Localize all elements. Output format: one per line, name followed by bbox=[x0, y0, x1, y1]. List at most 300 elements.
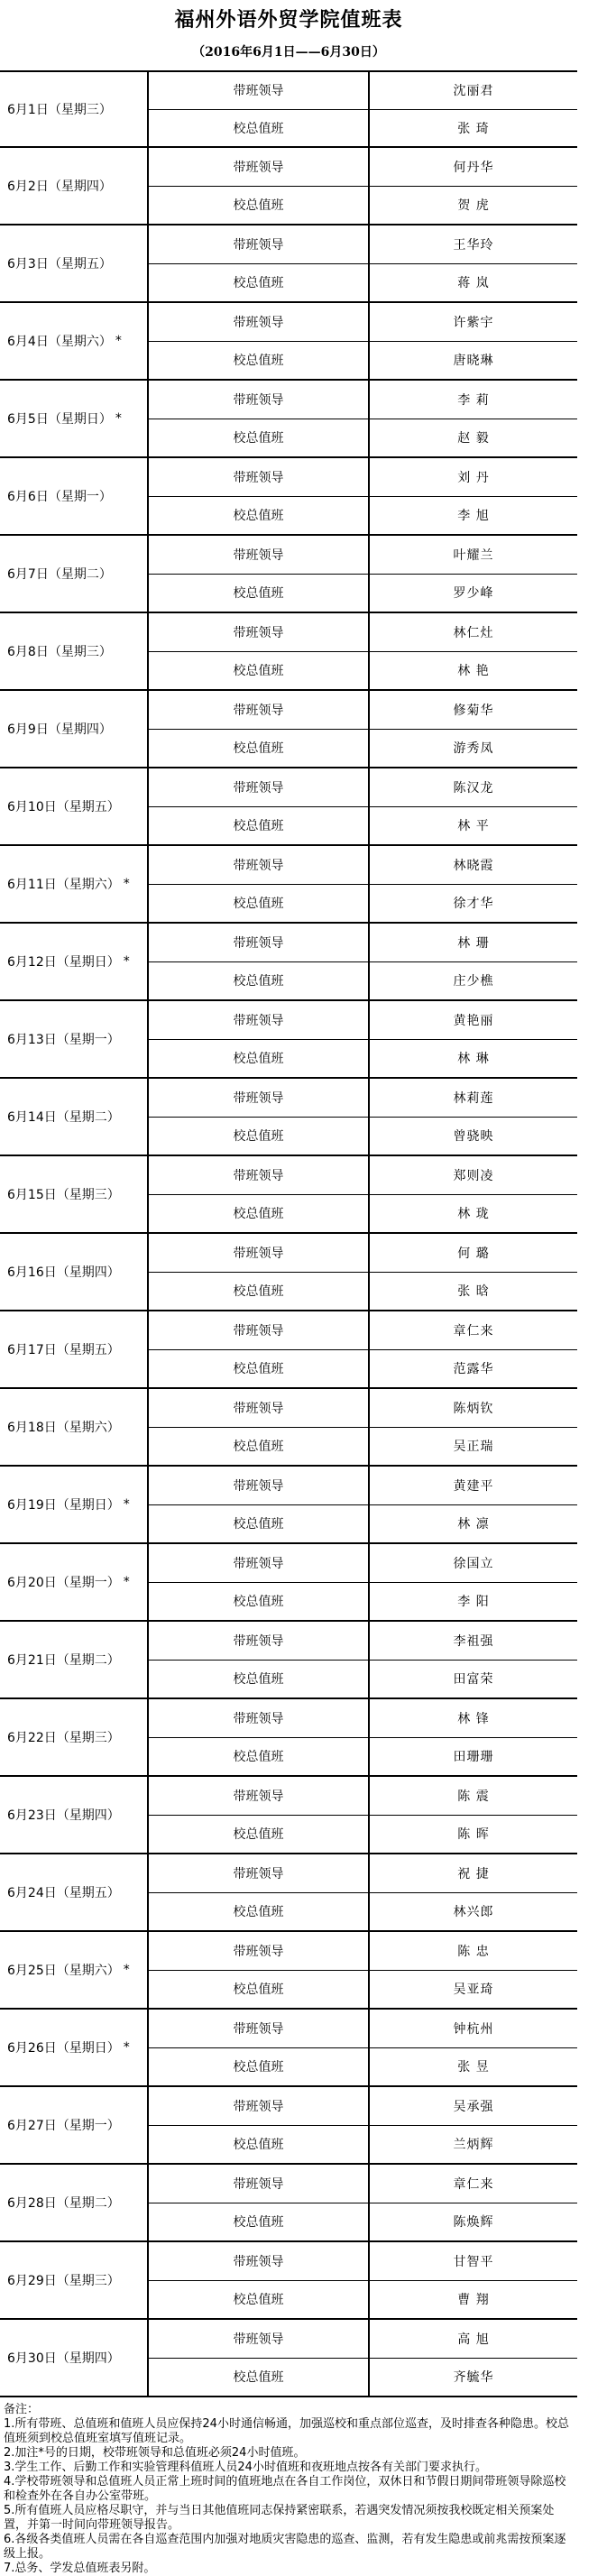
duty-group bbox=[149, 2242, 577, 2318]
duty-row bbox=[149, 1622, 577, 1660]
full-day-duty-marker: * bbox=[123, 1963, 130, 1977]
duty-row bbox=[149, 1504, 577, 1543]
duty-role-cell: 校总值班 bbox=[149, 1661, 370, 1698]
duty-row bbox=[149, 2203, 577, 2241]
date-label: 6月24日（星期五） bbox=[7, 1886, 120, 1900]
duty-person-cell: 修菊华 bbox=[453, 703, 494, 718]
date-cell bbox=[0, 1156, 149, 1232]
day-row bbox=[0, 1932, 577, 2010]
date-cell bbox=[0, 846, 149, 922]
duty-row bbox=[149, 1699, 577, 1737]
date-cell bbox=[0, 924, 149, 999]
day-row bbox=[0, 924, 577, 1001]
duty-group bbox=[149, 1079, 577, 1155]
duty-role-cell: 带班领导 bbox=[149, 2087, 370, 2125]
day-row bbox=[0, 225, 577, 303]
duty-row bbox=[149, 1079, 577, 1117]
duty-person-cell: 林 平 bbox=[457, 819, 490, 834]
duty-person-cell: 林兴郎 bbox=[453, 1905, 494, 1920]
duty-group bbox=[149, 148, 577, 224]
duty-role-cell: 校总值班 bbox=[149, 342, 370, 380]
duty-row bbox=[149, 1467, 577, 1504]
duty-group bbox=[149, 1389, 577, 1465]
duty-role-cell: 校总值班 bbox=[149, 2281, 370, 2319]
duty-role-cell: 带班领导 bbox=[149, 1311, 370, 1349]
day-row bbox=[0, 1544, 577, 1622]
duty-row bbox=[149, 1389, 577, 1427]
duty-role-cell: 校总值班 bbox=[149, 730, 370, 768]
duty-row bbox=[149, 186, 577, 225]
date-cell bbox=[0, 381, 149, 456]
duty-person-cell: 徐才华 bbox=[453, 897, 494, 912]
duty-row bbox=[149, 303, 577, 341]
date-label: 6月14日（星期二） bbox=[7, 1110, 120, 1125]
date-label: 6月28日（星期二） bbox=[7, 2196, 120, 2211]
duty-row bbox=[149, 536, 577, 574]
duty-row bbox=[149, 1272, 577, 1311]
duty-row bbox=[149, 1156, 577, 1194]
date-cell bbox=[0, 1699, 149, 1775]
duty-person-cell: 黄建平 bbox=[453, 1478, 494, 1494]
duty-row bbox=[149, 2047, 577, 2086]
page-title: 福州外语外贸学院值班表 bbox=[174, 8, 403, 32]
date-cell bbox=[0, 1389, 149, 1465]
duty-role-cell: 带班领导 bbox=[149, 768, 370, 806]
day-row bbox=[0, 1777, 577, 1854]
duty-person-cell: 曹 翔 bbox=[457, 2293, 490, 2308]
date-cell bbox=[0, 1932, 149, 2008]
date-label: 6月2日（星期四） bbox=[7, 179, 112, 194]
date-cell bbox=[0, 303, 149, 379]
duty-person-cell: 章仁来 bbox=[453, 2176, 494, 2192]
duty-role-cell: 带班领导 bbox=[149, 1544, 370, 1582]
date-label: 6月12日（星期日） bbox=[7, 955, 120, 970]
note-line-3: 3.学生工作、后勤工作和实验管理科值班人员24小时值班和夜班地点按各有关部门要求执行。 bbox=[4, 2461, 487, 2474]
duty-person-cell: 林晓霞 bbox=[453, 858, 494, 873]
date-label: 6月9日（星期四） bbox=[7, 722, 112, 737]
notes-section bbox=[4, 2403, 574, 2576]
duty-person-cell: 陈 忠 bbox=[457, 1944, 490, 1959]
duty-person-cell: 王华玲 bbox=[453, 237, 494, 253]
date-label: 6月22日（星期三） bbox=[7, 1731, 120, 1745]
duty-row bbox=[149, 2242, 577, 2280]
duty-row bbox=[149, 2320, 577, 2358]
duty-person-cell: 黄艳丽 bbox=[453, 1013, 494, 1028]
day-row bbox=[0, 536, 577, 613]
duty-role-cell: 校总值班 bbox=[149, 652, 370, 690]
duty-group bbox=[149, 1156, 577, 1232]
date-label: 6月25日（星期六） bbox=[7, 1964, 120, 1978]
full-day-duty-marker: * bbox=[123, 1497, 130, 1512]
duty-role-cell: 带班领导 bbox=[149, 1622, 370, 1660]
duty-role-cell: 校总值班 bbox=[149, 2126, 370, 2164]
duty-role-cell: 带班领导 bbox=[149, 691, 370, 729]
duty-row bbox=[149, 458, 577, 496]
date-label: 6月3日（星期五） bbox=[7, 257, 112, 271]
duty-row bbox=[149, 574, 577, 612]
day-row bbox=[0, 148, 577, 225]
duty-role-cell: 校总值班 bbox=[149, 419, 370, 457]
date-label: 6月6日（星期一） bbox=[7, 490, 112, 504]
duty-person-cell: 陈 晖 bbox=[457, 1827, 490, 1843]
note-line-7: 7.总务、学发总值班表另附。 bbox=[4, 2562, 156, 2575]
duty-person-cell: 张 昱 bbox=[457, 2060, 490, 2075]
duty-row bbox=[149, 1854, 577, 1892]
duty-role-cell: 校总值班 bbox=[149, 1816, 370, 1854]
duty-row bbox=[149, 1349, 577, 1388]
duty-person-cell: 范露华 bbox=[453, 1362, 494, 1377]
duty-person-cell: 游秀凤 bbox=[453, 741, 494, 757]
duty-role-cell: 校总值班 bbox=[149, 962, 370, 1000]
duty-person-cell: 庄少樵 bbox=[453, 974, 494, 989]
day-row bbox=[0, 2087, 577, 2165]
duty-row bbox=[149, 806, 577, 845]
duty-person-cell: 徐国立 bbox=[453, 1556, 494, 1571]
duty-person-cell: 祝 捷 bbox=[457, 1866, 490, 1881]
duty-group bbox=[149, 1622, 577, 1697]
duty-row bbox=[149, 2280, 577, 2319]
duty-person-cell: 林 锋 bbox=[457, 1711, 490, 1726]
duty-role-cell: 带班领导 bbox=[149, 1777, 370, 1815]
duty-role-cell: 带班领导 bbox=[149, 1699, 370, 1737]
duty-role-cell: 带班领导 bbox=[149, 924, 370, 961]
duty-person-cell: 林 珊 bbox=[457, 935, 490, 951]
duty-group bbox=[149, 1311, 577, 1387]
duty-group bbox=[149, 846, 577, 922]
duty-group bbox=[149, 2320, 577, 2396]
duty-row bbox=[149, 1737, 577, 1776]
duty-person-cell: 陈炳钦 bbox=[453, 1401, 494, 1416]
date-cell bbox=[0, 458, 149, 534]
duty-row bbox=[149, 1311, 577, 1349]
duty-row bbox=[149, 263, 577, 302]
date-cell bbox=[0, 2320, 149, 2396]
duty-person-cell: 赵 毅 bbox=[457, 431, 490, 446]
duty-person-cell: 齐毓华 bbox=[453, 2370, 494, 2386]
duty-row bbox=[149, 1039, 577, 1078]
date-label: 6月30日（星期四） bbox=[7, 2351, 120, 2366]
duty-role-cell: 校总值班 bbox=[149, 885, 370, 923]
duty-role-cell: 校总值班 bbox=[149, 1738, 370, 1776]
duty-group bbox=[149, 536, 577, 612]
duty-person-cell: 沈丽君 bbox=[453, 84, 494, 99]
date-cell bbox=[0, 691, 149, 767]
duty-group bbox=[149, 691, 577, 767]
duty-role-cell: 校总值班 bbox=[149, 1428, 370, 1466]
duty-group bbox=[149, 1932, 577, 2008]
day-row bbox=[0, 1699, 577, 1777]
duty-role-cell: 带班领导 bbox=[149, 1389, 370, 1427]
duty-role-cell: 校总值班 bbox=[149, 1195, 370, 1233]
duty-role-cell: 带班领导 bbox=[149, 1467, 370, 1504]
duty-role-cell: 校总值班 bbox=[149, 1118, 370, 1155]
duty-role-cell: 带班领导 bbox=[149, 2242, 370, 2280]
duty-role-cell: 校总值班 bbox=[149, 2359, 370, 2397]
day-row bbox=[0, 2165, 577, 2242]
date-label: 6月17日（星期五） bbox=[7, 1343, 120, 1357]
duty-role-cell: 校总值班 bbox=[149, 1505, 370, 1543]
day-row bbox=[0, 303, 577, 381]
day-row bbox=[0, 768, 577, 846]
duty-role-cell: 带班领导 bbox=[149, 1001, 370, 1039]
duty-row bbox=[149, 961, 577, 1000]
duty-role-cell: 带班领导 bbox=[149, 303, 370, 341]
duty-group bbox=[149, 458, 577, 534]
duty-row bbox=[149, 341, 577, 380]
duty-person-cell: 蒋 岚 bbox=[457, 276, 490, 291]
duty-person-cell: 刘 丹 bbox=[457, 470, 490, 485]
duty-role-cell: 校总值班 bbox=[149, 2203, 370, 2241]
date-cell bbox=[0, 1467, 149, 1542]
duty-group bbox=[149, 924, 577, 999]
duty-group bbox=[149, 2087, 577, 2163]
note-line-5: 5.所有值班人员应格尽职守，并与当日其他值班同志保持紧密联系，若遇突发情况须按我校既定相关预案处置，并第一时间向带班领导报告。 bbox=[4, 2504, 555, 2532]
duty-group bbox=[149, 1699, 577, 1775]
duty-row bbox=[149, 2087, 577, 2125]
duty-row bbox=[149, 109, 577, 147]
day-row bbox=[0, 458, 577, 536]
date-label: 6月27日（星期一） bbox=[7, 2119, 120, 2133]
note-line-1: 1.所有带班、总值班和值班人员应保持24小时通信畅通，加强巡校和重点部位巡查，及时排查各种隐患。校总值班须到校总值班室填写值班记录。 bbox=[4, 2417, 569, 2445]
duty-role-cell: 带班领导 bbox=[149, 846, 370, 884]
date-cell bbox=[0, 1079, 149, 1155]
duty-row bbox=[149, 651, 577, 690]
day-row bbox=[0, 1001, 577, 1079]
duty-person-cell: 张 晗 bbox=[457, 1284, 490, 1300]
duty-group bbox=[149, 768, 577, 844]
duty-group bbox=[149, 1001, 577, 1077]
duty-role-cell: 带班领导 bbox=[149, 613, 370, 651]
date-label: 6月19日（星期日） bbox=[7, 1498, 120, 1513]
date-cell bbox=[0, 2010, 149, 2085]
date-cell bbox=[0, 72, 149, 146]
duty-group bbox=[149, 613, 577, 689]
duty-person-cell: 何 璐 bbox=[457, 1246, 490, 1261]
date-cell bbox=[0, 613, 149, 689]
duty-role-cell: 校总值班 bbox=[149, 1040, 370, 1078]
date-label: 6月16日（星期四） bbox=[7, 1265, 120, 1280]
duty-row bbox=[149, 2165, 577, 2203]
duty-group bbox=[149, 1854, 577, 1930]
date-label: 6月8日（星期三） bbox=[7, 645, 112, 659]
note-line-6: 6.各级各类值班人员需在各自巡查范围内加强对地质灾害隐患的巡查、监测，若有发生隐患或前兆需按预案逐级上报。 bbox=[4, 2533, 566, 2561]
duty-person-cell: 钟杭州 bbox=[453, 2021, 494, 2037]
day-row bbox=[0, 1234, 577, 1311]
duty-row bbox=[149, 1777, 577, 1815]
day-row bbox=[0, 1156, 577, 1234]
duty-role-cell: 校总值班 bbox=[149, 264, 370, 302]
duty-person-cell: 曾骁映 bbox=[453, 1129, 494, 1145]
date-label: 6月5日（星期日） bbox=[7, 412, 112, 427]
duty-person-cell: 林 琳 bbox=[457, 1052, 490, 1067]
duty-person-cell: 林 珑 bbox=[457, 1207, 490, 1222]
duty-role-cell: 校总值班 bbox=[149, 187, 370, 225]
duty-person-cell: 田富荣 bbox=[453, 1672, 494, 1688]
duty-row bbox=[149, 1234, 577, 1272]
date-cell bbox=[0, 1544, 149, 1620]
duty-row bbox=[149, 729, 577, 768]
duty-person-cell: 唐晓琳 bbox=[453, 354, 494, 369]
duty-row bbox=[149, 1427, 577, 1466]
duty-role-cell: 带班领导 bbox=[149, 1079, 370, 1117]
duty-role-cell: 带班领导 bbox=[149, 72, 370, 109]
duty-row bbox=[149, 768, 577, 806]
duty-role-cell: 带班领导 bbox=[149, 148, 370, 186]
duty-group bbox=[149, 303, 577, 379]
duty-row bbox=[149, 924, 577, 961]
duty-row bbox=[149, 225, 577, 263]
full-day-duty-marker: * bbox=[123, 1575, 130, 1589]
date-label: 6月10日（星期五） bbox=[7, 800, 120, 814]
duty-role-cell: 带班领导 bbox=[149, 1156, 370, 1194]
duty-row bbox=[149, 884, 577, 923]
date-cell bbox=[0, 1777, 149, 1853]
duty-group bbox=[149, 72, 577, 146]
duty-group bbox=[149, 1777, 577, 1853]
duty-row bbox=[149, 1582, 577, 1621]
duty-person-cell: 高 旭 bbox=[457, 2332, 490, 2347]
duty-person-cell: 林 艳 bbox=[457, 664, 490, 679]
duty-person-cell: 吴正瑞 bbox=[453, 1440, 494, 1455]
duty-role-cell: 带班领导 bbox=[149, 225, 370, 263]
duty-person-cell: 何丹华 bbox=[453, 160, 494, 175]
date-cell bbox=[0, 1234, 149, 1310]
duty-person-cell: 兰炳辉 bbox=[453, 2138, 494, 2153]
duty-role-cell: 校总值班 bbox=[149, 2048, 370, 2086]
duty-person-cell: 陈 震 bbox=[457, 1789, 490, 1804]
date-range-subtitle: （2016年6月1日——6月30日） bbox=[192, 45, 385, 60]
duty-role-cell: 校总值班 bbox=[149, 1350, 370, 1388]
duty-row bbox=[149, 72, 577, 109]
date-label: 6月7日（星期二） bbox=[7, 567, 112, 582]
duty-person-cell: 田珊珊 bbox=[453, 1750, 494, 1765]
date-label: 6月18日（星期六） bbox=[7, 1421, 120, 1435]
date-label: 6月11日（星期六） bbox=[7, 878, 120, 892]
roster-table bbox=[0, 70, 577, 2397]
date-cell bbox=[0, 1622, 149, 1697]
duty-row bbox=[149, 496, 577, 535]
duty-row bbox=[149, 846, 577, 884]
date-cell bbox=[0, 1311, 149, 1387]
duty-group bbox=[149, 1544, 577, 1620]
duty-person-cell: 林莉莲 bbox=[453, 1090, 494, 1106]
full-day-duty-marker: * bbox=[123, 954, 130, 969]
date-label: 6月13日（星期一） bbox=[7, 1033, 120, 1047]
duty-person-cell: 叶耀兰 bbox=[453, 547, 494, 563]
duty-role-cell: 带班领导 bbox=[149, 536, 370, 574]
date-cell bbox=[0, 2087, 149, 2163]
duty-row bbox=[149, 419, 577, 457]
duty-role-cell: 校总值班 bbox=[149, 110, 370, 147]
duty-row bbox=[149, 1194, 577, 1233]
duty-person-cell: 吴承强 bbox=[453, 2099, 494, 2114]
duty-group bbox=[149, 225, 577, 301]
day-row bbox=[0, 1854, 577, 1932]
date-cell bbox=[0, 148, 149, 224]
duty-role-cell: 校总值班 bbox=[149, 1893, 370, 1931]
full-day-duty-marker: * bbox=[115, 411, 122, 426]
duty-role-cell: 校总值班 bbox=[149, 497, 370, 535]
date-label: 6月29日（星期三） bbox=[7, 2274, 120, 2288]
day-row bbox=[0, 2010, 577, 2087]
duty-row bbox=[149, 381, 577, 419]
duty-role-cell: 校总值班 bbox=[149, 1273, 370, 1311]
duty-role-cell: 带班领导 bbox=[149, 1932, 370, 1970]
date-label: 6月21日（星期二） bbox=[7, 1653, 120, 1668]
day-row bbox=[0, 2242, 577, 2320]
duty-row bbox=[149, 2358, 577, 2397]
notes-heading: 备注： bbox=[4, 2403, 40, 2416]
duty-person-cell: 郑则凌 bbox=[453, 1168, 494, 1183]
full-day-duty-marker: * bbox=[123, 877, 130, 891]
duty-row bbox=[149, 1001, 577, 1039]
date-label: 6月20日（星期一） bbox=[7, 1576, 120, 1590]
duty-role-cell: 带班领导 bbox=[149, 2165, 370, 2203]
date-label: 6月23日（星期四） bbox=[7, 1808, 120, 1823]
duty-row bbox=[149, 1892, 577, 1931]
duty-group bbox=[149, 2165, 577, 2240]
day-row bbox=[0, 70, 577, 148]
full-day-duty-marker: * bbox=[123, 2040, 130, 2055]
duty-role-cell: 校总值班 bbox=[149, 1971, 370, 2009]
duty-row bbox=[149, 2125, 577, 2164]
duty-group bbox=[149, 2010, 577, 2085]
date-cell bbox=[0, 1854, 149, 1930]
duty-row bbox=[149, 691, 577, 729]
duty-row bbox=[149, 1970, 577, 2009]
note-line-4: 4.学校带班领导和总值班人员正常上班时间的值班地点在各自工作岗位，双休日和节假日期间带班领导除巡校和检查外在各自办公室带班。 bbox=[4, 2475, 566, 2503]
duty-row bbox=[149, 1932, 577, 1970]
duty-person-cell: 张 琦 bbox=[457, 121, 490, 136]
day-row bbox=[0, 1389, 577, 1467]
duty-person-cell: 吴亚琦 bbox=[453, 1983, 494, 1998]
duty-row bbox=[149, 1815, 577, 1854]
duty-row bbox=[149, 2010, 577, 2047]
duty-row bbox=[149, 148, 577, 186]
date-cell bbox=[0, 2242, 149, 2318]
date-label: 6月1日（星期三） bbox=[7, 103, 112, 117]
duty-group bbox=[149, 381, 577, 456]
duty-person-cell: 李 旭 bbox=[457, 509, 490, 524]
date-cell bbox=[0, 225, 149, 301]
date-cell bbox=[0, 768, 149, 844]
duty-person-cell: 林仁灶 bbox=[453, 625, 494, 640]
duty-role-cell: 校总值班 bbox=[149, 575, 370, 612]
duty-role-cell: 带班领导 bbox=[149, 458, 370, 496]
date-cell bbox=[0, 536, 149, 612]
duty-row bbox=[149, 1660, 577, 1698]
day-row bbox=[0, 1311, 577, 1389]
day-row bbox=[0, 381, 577, 458]
duty-person-cell: 甘智平 bbox=[453, 2254, 494, 2269]
duty-group bbox=[149, 1234, 577, 1310]
duty-role-cell: 校总值班 bbox=[149, 807, 370, 845]
date-label: 6月4日（星期六） bbox=[7, 335, 112, 349]
day-row bbox=[0, 691, 577, 768]
duty-person-cell: 李祖强 bbox=[453, 1633, 494, 1649]
day-row bbox=[0, 846, 577, 924]
duty-role-cell: 带班领导 bbox=[149, 381, 370, 419]
duty-role-cell: 带班领导 bbox=[149, 1234, 370, 1272]
duty-row bbox=[149, 613, 577, 651]
day-row bbox=[0, 1079, 577, 1156]
duty-role-cell: 校总值班 bbox=[149, 1583, 370, 1621]
duty-row bbox=[149, 1544, 577, 1582]
duty-person-cell: 林 凛 bbox=[457, 1517, 490, 1532]
day-row bbox=[0, 1622, 577, 1699]
duty-person-cell: 李 阳 bbox=[457, 1595, 490, 1610]
duty-person-cell: 罗少峰 bbox=[453, 586, 494, 602]
